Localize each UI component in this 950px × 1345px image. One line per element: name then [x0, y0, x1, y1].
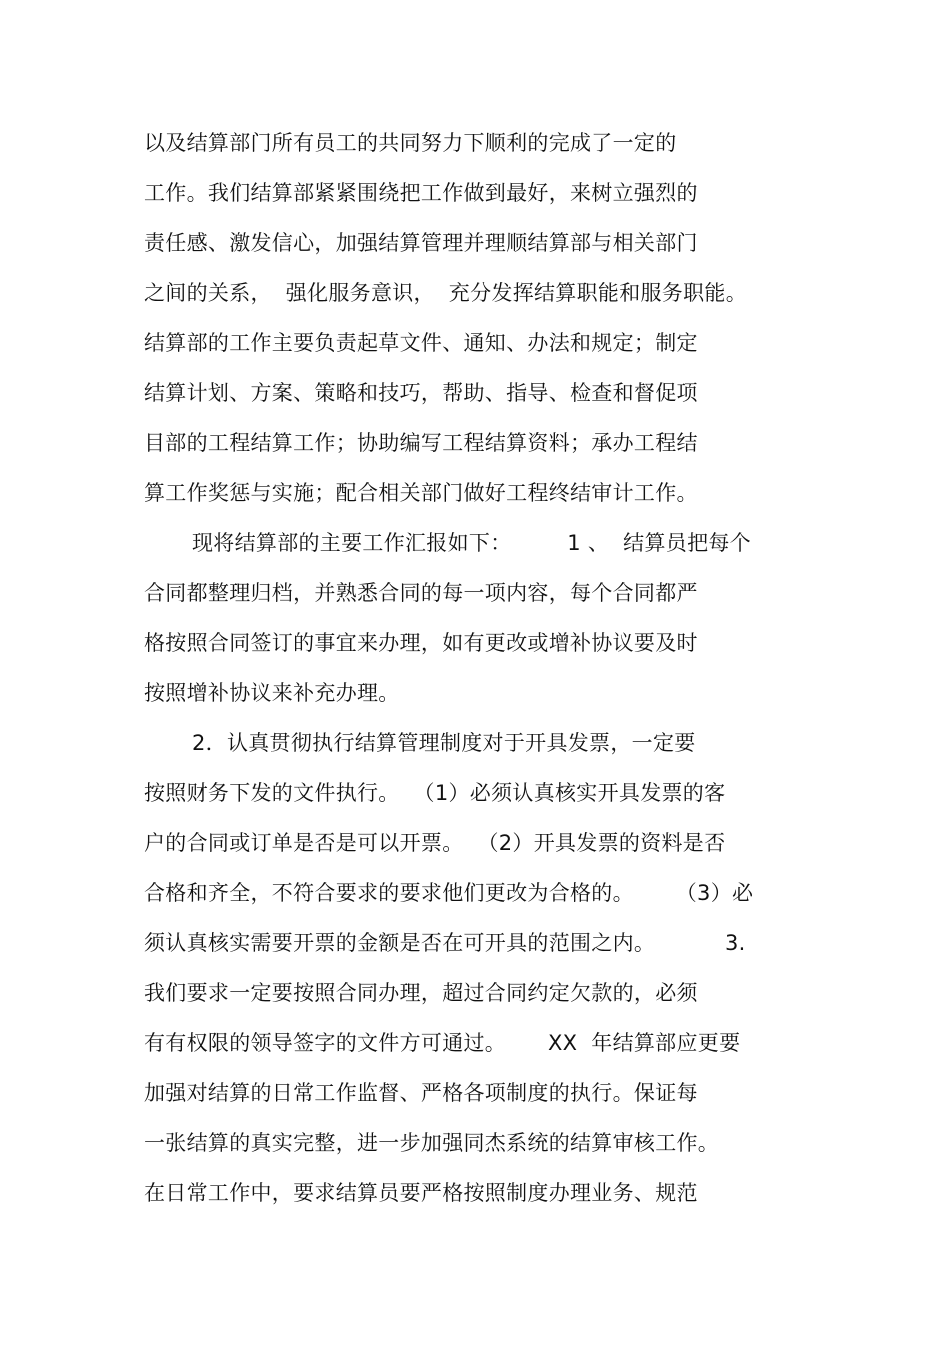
text-line-14: 按照财务下发的文件执行。 （1）必须认真核实开具发票的客 — [144, 781, 726, 805]
text-line-2: 工作。我们结算部紧紧围绕把工作做到最好，来树立强烈的 — [144, 181, 698, 205]
text-line-10: 合同都整理归档，并熟悉合同的每一项内容，每个合同都严 — [144, 581, 698, 605]
text-line-17: 须认真核实需要开票的金额是否在可开具的范围之内。 3. — [144, 931, 746, 955]
text-line-9: 现将结算部的主要工作汇报如下： 1 、 结算员把每个 — [192, 531, 751, 555]
text-line-7: 目部的工程结算工作；协助编写工程结算资料；承办工程结 — [144, 431, 698, 455]
text-line-5: 结算部的工作主要负责起草文件、通知、办法和规定；制定 — [144, 331, 698, 355]
text-line-16: 合格和齐全，不符合要求的要求他们更改为合格的。 （3）必 — [144, 881, 754, 905]
text-line-1: 以及结算部门所有员工的共同努力下顺利的完成了一定的 — [144, 131, 677, 155]
text-line-6: 结算计划、方案、策略和技巧，帮助、指导、检查和督促项 — [144, 381, 698, 405]
text-line-8: 算工作奖惩与实施；配合相关部门做好工程终结审计工作。 — [144, 481, 698, 505]
text-line-22: 在日常工作中，要求结算员要严格按照制度办理业务、规范 — [144, 1181, 698, 1205]
text-line-4: 之间的关系， 强化服务意识， 充分发挥结算职能和服务职能。 — [144, 281, 747, 305]
text-line-20: 加强对结算的日常工作监督、严格各项制度的执行。保证每 — [144, 1081, 698, 1105]
text-line-12: 按照增补协议来补充办理。 — [144, 681, 400, 705]
text-line-11: 格按照合同签订的事宜来办理，如有更改或增补协议要及时 — [144, 631, 698, 655]
text-line-18: 我们要求一定要按照合同办理，超过合同约定欠款的，必须 — [144, 981, 698, 1005]
body-text — [144, 118, 824, 1218]
text-line-3: 责任感、激发信心，加强结算管理并理顺结算部与相关部门 — [144, 231, 698, 255]
text-line-21: 一张结算的真实完整，进一步加强同杰系统的结算审核工作。 — [144, 1131, 720, 1155]
text-line-15: 户的合同或订单是否是可以开票。 （2）开具发票的资料是否 — [144, 831, 726, 855]
text-line-13: 2．认真贯彻执行结算管理制度对于开具发票，一定要 — [192, 731, 696, 755]
text-line-19: 有有权限的领导签字的文件方可通过。 XX 年结算部应更要 — [144, 1031, 741, 1055]
